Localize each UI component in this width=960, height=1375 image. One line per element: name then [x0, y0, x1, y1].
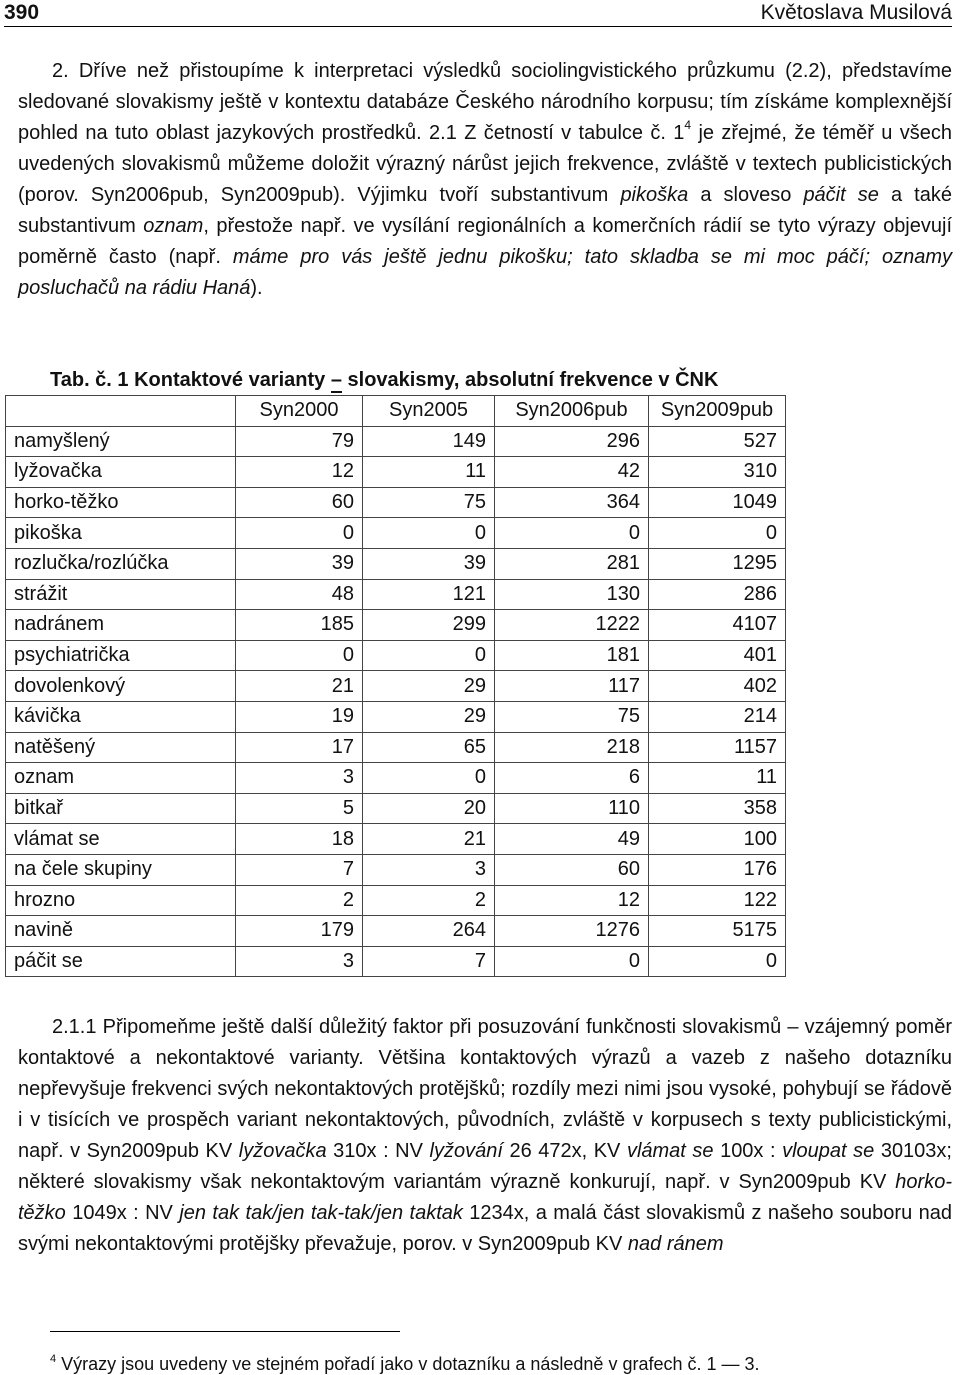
table-cell: 65 [363, 732, 495, 763]
table-cell: 20 [363, 793, 495, 824]
table-cell: 12 [495, 885, 649, 916]
table-cell: 21 [363, 824, 495, 855]
table-cell: 0 [236, 518, 363, 549]
table-row [6, 763, 786, 794]
table-caption: Tab. č. 1 Kontaktové varianty – slovakismy, absolutní frekvence v ČNK [50, 369, 719, 391]
table-header-row [6, 396, 786, 427]
table-cell: 0 [236, 640, 363, 671]
table-cell: 60 [236, 487, 363, 518]
table-cell: 264 [363, 916, 495, 947]
table-cell: 299 [363, 610, 495, 641]
table-row [6, 610, 786, 641]
column-header [6, 396, 236, 427]
row-label: bitkař [6, 793, 236, 824]
table-cell: 0 [649, 946, 786, 977]
row-label: oznam [6, 763, 236, 794]
row-label: vlámat se [6, 824, 236, 855]
table-row [6, 793, 786, 824]
table-row [6, 640, 786, 671]
table-cell: 1295 [649, 548, 786, 579]
table-row [6, 457, 786, 488]
row-label: hrozno [6, 885, 236, 916]
table-row [6, 671, 786, 702]
table-cell: 6 [495, 763, 649, 794]
column-header: Syn2006pub [495, 396, 649, 427]
table-cell: 1157 [649, 732, 786, 763]
table-cell: 11 [363, 457, 495, 488]
column-header: Syn2009pub [649, 396, 786, 427]
table-cell: 11 [649, 763, 786, 794]
table-cell: 1222 [495, 610, 649, 641]
table-cell: 1276 [495, 916, 649, 947]
frequency-table [5, 395, 786, 977]
table-cell: 214 [649, 701, 786, 732]
table-cell: 149 [363, 426, 495, 457]
row-label: dovolenkový [6, 671, 236, 702]
table-row [6, 854, 786, 885]
row-label: kávička [6, 701, 236, 732]
table-cell: 7 [363, 946, 495, 977]
table-cell: 401 [649, 640, 786, 671]
table-cell: 17 [236, 732, 363, 763]
table-cell: 122 [649, 885, 786, 916]
table-cell: 0 [363, 763, 495, 794]
table-cell: 3 [236, 763, 363, 794]
table-cell: 19 [236, 701, 363, 732]
row-label: pikoška [6, 518, 236, 549]
table-cell: 5 [236, 793, 363, 824]
table-cell: 310 [649, 457, 786, 488]
row-label: lyžovačka [6, 457, 236, 488]
table-cell: 0 [363, 640, 495, 671]
table-cell: 0 [495, 518, 649, 549]
page-header [4, 0, 952, 27]
table-cell: 364 [495, 487, 649, 518]
row-label: nadránem [6, 610, 236, 641]
table-cell: 527 [649, 426, 786, 457]
table-cell: 48 [236, 579, 363, 610]
column-header: Syn2005 [363, 396, 495, 427]
row-label: natěšený [6, 732, 236, 763]
table-cell: 185 [236, 610, 363, 641]
table-cell: 358 [649, 793, 786, 824]
table-cell: 75 [495, 701, 649, 732]
table-cell: 2 [363, 885, 495, 916]
table-cell: 176 [649, 854, 786, 885]
row-label: páčit se [6, 946, 236, 977]
footnote-separator [50, 1331, 400, 1332]
table-cell: 75 [363, 487, 495, 518]
table-cell: 296 [495, 426, 649, 457]
table-cell: 2 [236, 885, 363, 916]
table-cell: 4107 [649, 610, 786, 641]
table-row [6, 701, 786, 732]
footnote-ref: 4 [684, 118, 692, 133]
table-row [6, 487, 786, 518]
table-cell: 3 [363, 854, 495, 885]
table-cell: 29 [363, 671, 495, 702]
table-cell: 110 [495, 793, 649, 824]
table-cell: 5175 [649, 916, 786, 947]
table-cell: 0 [363, 518, 495, 549]
page-number: 390 [4, 1, 40, 24]
paragraph-intro: 2. Dříve než přistoupíme k interpretaci výsledků sociolingvistického průzkumu (2.2), představíme sledované slovakismy ještě v kontextu databáze Českého národního korpusu; tím získáme komplexnější pohled na tuto oblast jazykových prostředků. 2.1 Z četností v tabulce č. $1^4$ je zřejmé, že téměř u všech uvedených slovakismů můžeme doložit výrazný nárůst jejich frekvence, zvláště v textech publicistických (porov. Syn2006pub, Syn2009pub). Výjimku tvoří substantivum pikoška a sloveso páčit se a také substantivum oznam, přestože např. ve vysílání regionálních a komerčních rádií se tyto výrazy objevují poměrně často (např. máme pro vás ještě jednu pikošku; tato skladba se mi moc páčí; oznamy posluchačů na rádiu Haná). [18, 60, 953, 299]
table-cell: 0 [649, 518, 786, 549]
table-row [6, 946, 786, 977]
paragraph-ratio: 2.1.1 Připomeňme ještě další důležitý faktor při posuzování funkčnosti slovakismů – vzájemný poměr kontaktové a nekontaktové varianty. Většina kontaktových výrazů a vazeb z našeho dotazníku nepřevyšuje frekvenci svých nekontaktových protějšků; rozdíly mezi nimi jsou vysoké, pohybují se řádově i v tisících ve prospěch variant nekontaktových, původních, zvláště v korpusech s texty publicistickými, např. v Syn2009pub KV lyžovačka 310x : NV lyžování 26 472x, KV vlámat se 100x : vloupat se 30103x; některé slovakismy však nekontaktovým variantám výrazně konkurují, např. v Syn2009pub KV horko-těžko 1049x : NV jen tak tak/jen tak-tak/jen taktak 1234x, a malá část slovakismů z našeho souboru nad svými nekontaktovými protějšky převažuje, porov. v Syn2009pub KV nad ránem [18, 1016, 952, 1255]
table-body [6, 426, 786, 977]
row-label: navině [6, 916, 236, 947]
table-cell: 39 [236, 548, 363, 579]
table-cell: 3 [236, 946, 363, 977]
table-cell: 121 [363, 579, 495, 610]
table-cell: 60 [495, 854, 649, 885]
table-cell: 286 [649, 579, 786, 610]
row-label: strážit [6, 579, 236, 610]
row-label: rozlučka/rozlúčka [6, 548, 236, 579]
row-label: psychiatrička [6, 640, 236, 671]
table-cell: 39 [363, 548, 495, 579]
table-cell: 181 [495, 640, 649, 671]
table-cell: 0 [495, 946, 649, 977]
table-row [6, 579, 786, 610]
table-cell: 42 [495, 457, 649, 488]
table-row [6, 885, 786, 916]
table-cell: 402 [649, 671, 786, 702]
table-row [6, 426, 786, 457]
table-row [6, 548, 786, 579]
table-cell: 29 [363, 701, 495, 732]
table-cell: 12 [236, 457, 363, 488]
column-header: Syn2000 [236, 396, 363, 427]
table-cell: 18 [236, 824, 363, 855]
table-cell: 179 [236, 916, 363, 947]
table-cell: 21 [236, 671, 363, 702]
table-cell: 49 [495, 824, 649, 855]
footnote: $^4$ Výrazy jsou uvedeny ve stejném pořadí jako v dotazníku a následně v grafech č. 1 — 3. [50, 1353, 760, 1374]
table-cell: 1049 [649, 487, 786, 518]
table-cell: 7 [236, 854, 363, 885]
table-cell: 117 [495, 671, 649, 702]
row-label: namyšlený [6, 426, 236, 457]
table-row [6, 732, 786, 763]
table-row [6, 824, 786, 855]
running-author: Květoslava Musilová [760, 1, 952, 24]
row-label: horko-těžko [6, 487, 236, 518]
table-cell: 130 [495, 579, 649, 610]
table-row [6, 916, 786, 947]
table-row [6, 518, 786, 549]
table-cell: 218 [495, 732, 649, 763]
table-cell: 79 [236, 426, 363, 457]
table-cell: 281 [495, 548, 649, 579]
row-label: na čele skupiny [6, 854, 236, 885]
table-cell: 100 [649, 824, 786, 855]
